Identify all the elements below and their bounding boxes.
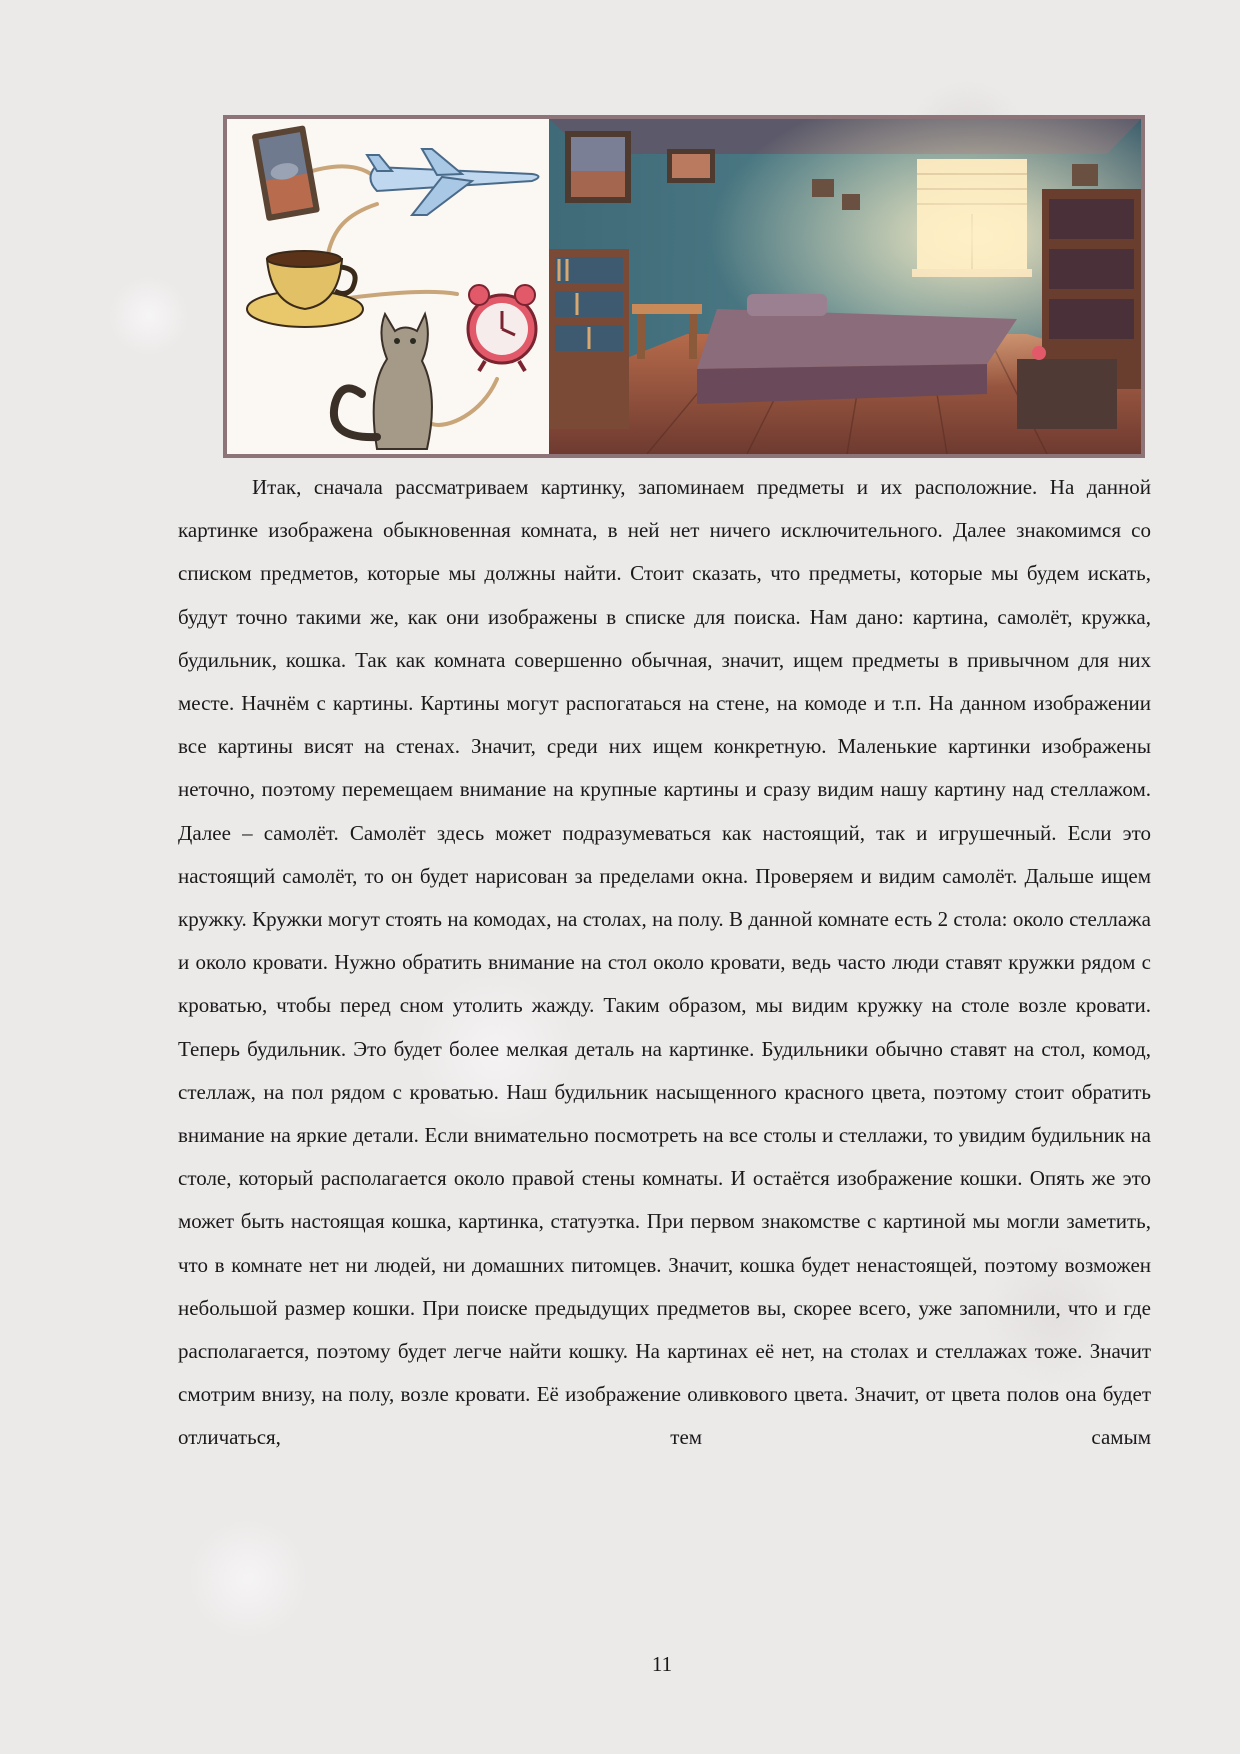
items-panel [227, 119, 549, 454]
page-number: 11 [651, 1652, 673, 1676]
body-paragraph: Итак, сначала рассматриваем картинку, запоминаем предметы и их расположние. На данной картинке изображена обыкновенная комната, в ней нет ничего исключительного. Далее знакомимся со списком предметов, которые мы должны найти. Стоит сказать, что предметы, которые мы будем искать, будут точно такими же, как они изображены в списке для поиска. Нам дано: картина, самолёт, кружка, будильник, кошка. Так как комната совершенно обычная, значит, ищем предметы в привычном для них месте. Начнём с картины. Картины могут распогатаься на стене, на комоде и т.п. На данном изображении все картины висят на стенах. Значит, среди них ищем конкретную. Маленькие картинки изображены неточно, поэтому перемещаем внимание на крупные картины и сразу видим нашу картину над стеллажом. Далее – самолёт. Самолёт здесь может подразумеваться как настоящий, так и игрушечный. Если это настоящий самолёт, то он будет нарисован за пределами окна. Проверяем и видим самолёт. Дальше ищем кружку. Кружки могут стоять на комодах, на столах, на полу. В данной комнате есть 2 стола: около стеллажа и около кровати. Нужно обратить внимание на стол около кровати, ведь часто люди ставят кружки рядом с кроватью, чтобы перед сном утолить жажду. Таким образом, мы видим кружку на столе возле кровати. Теперь будильник. Это будет более мелкая деталь на картинке. Будильники обычно ставят на стол, комод, стеллаж, на пол рядом с кроватью. Наш будильник насыщенного красного цвета, поэтому стоит обратить внимание на яркие детали. Если внимательно посмотреть на все столы и стеллажи, то увидим будильник на столе, который располагается около правой стены комнаты. И остаётся изображение кошки. Опять же это может быть настоящая кошка, картинка, статуэтка. При первом знакомстве с картиной мы могли заметить, что в комнате нет ни людей, ни домашних питомцев. Значит, кошка будет ненастоящей, поэтому возможен небольшой размер кошки. При поиске предыдущих предметов вы, скорее всего, уже запомнили, что и где располагается, поэтому будет легче найти кошку. На картинах её нет, на столах и стеллажах тоже. Значит смотрим внизу, на полу, возле кровати. Её изображение оливкового цвета. Значит, от цвета полов она будет отличаться, тем самым [178, 475, 1151, 1450]
bedroom-scene [549, 119, 1141, 454]
figure-illustration [223, 115, 1145, 458]
